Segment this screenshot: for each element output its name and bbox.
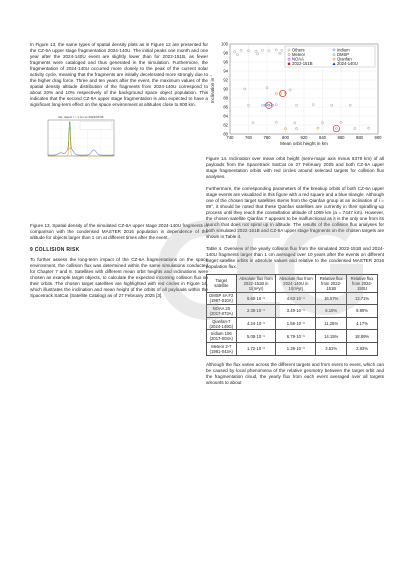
table-cell: 2.38·10⁻⁶ [236,305,276,318]
y-tick-label: 94 [223,68,228,74]
x-axis-label: Mean orbit height in km [280,141,328,146]
y-tick-label: 82 [223,122,228,128]
y-tick-label: 100 [221,41,228,47]
table-cell: 11.25% [316,317,347,330]
legend-label: Meteor [292,52,306,57]
legend-label: Qianfan [337,56,352,62]
table-cell: 2.83% [347,342,378,355]
table-row [207,342,378,355]
legend-label: NOAA [292,56,304,62]
table-row [207,292,378,305]
table-header-cell: Relative flux from 2022-151B [316,275,347,293]
paragraph-fig13-intro: In Figure 13, the same types of spatial density plots as in Figure 12 are presented for the CZ-6A upper stage fragmentation 2024-140U. The initial peaks one month and one year after the 2024-140U event are slightly lower than for 2022-151B, as fewer fragments were cataloged and thus generated in the simulation. Furthermore, the fragmentation of 2024-140U occurred more closely to the peak of the current solar activity cycle, meaning that the fragments are initially decelerated more strongly due to the higher drag force. Three and ten years after the event, the maximum values of the spatial density altitude distribution of the fragments from 2024-140U correspond to about 20% and 10% respectively of the background space object population. This indicates that the second CZ-6A upper stage fragmentation is also expected to have a significant long-term effect on the space environment at altitudes close to 800 km. [30,42,208,107]
y-tick-label: 98 [223,50,228,56]
table-4-caption: Table 4. Overview of the yearly collision flux from the simulated 2022-151B and 2024-140U fragments larger than 1 cm averaged over 10 years after the events on different target satellite orbits in absolute values and relative to the condensed MASTER 2016 population flux. [206,246,384,269]
table-cell: 14.15% [316,330,347,343]
table-cell: 6.79·10⁻⁶ [276,330,316,343]
figure-14-caption: Figure 14. Inclination over mean orbit height (semi-major axis minus 6378 km) of all payloads from the Spacetrack SatCat on 27 February 2025 and both CZ-6A upper stage fragmentation orbits with red circles around selected targets for collision flux analyses. [206,156,384,179]
table-header-cell: Absolute flux from 2024-140U in 1/(m²yr) [276,275,316,293]
table-cell: 1.72·10⁻⁶ [236,342,276,355]
table-cell: Qianfan-7 (2024-149G) [207,317,237,330]
subplot-title: Re. object r > 1 cm vs 2024/07/06 [58,115,104,119]
x-tick-label: 740 [226,135,234,140]
table-cell: 3.51% [316,342,347,355]
table-row [207,305,378,318]
y-tick-label: 88 [223,95,228,101]
x-tick-label: 800 [282,135,289,140]
table-cell: Meteor 2-7 (1981-043A) [207,342,237,355]
table-cell: DMSP 4A F2 (1967-010A) [207,292,237,305]
section-heading-collision-risk: 9 COLLISION RISK [30,247,80,253]
table-header-row [207,275,378,293]
paragraph-collision-risk: To further assess the long-term impact of the CZ-6A fragmentations on the space environment, the collision flux was determined within the same simulations conducted for Chapter 7 and 8. Satellites with different mean orbit heights and inclinations were chosen as example target objects, to calculate the expected incoming collision flux on their orbits. The chosen target satellites are highlighted with red circles in Figure 14, which illustrates the inclination and mean height of the orbits of all payloads within the Spacetrack SatCat (Satellite Catalog) as of 27 February 2025 [3]. [30,257,208,298]
legend-label: 2024-140U [337,61,358,67]
y-tick-label: 84 [223,113,228,119]
table-cell: Iridium 106 (2017-003A) [207,330,237,343]
x-tick-label: 760 [245,135,252,140]
table-cell: 16.57% [316,292,347,305]
table-cell: 3.49·10⁻⁶ [276,305,316,318]
table-4 [206,274,378,356]
x-tick-label: 860 [337,135,345,140]
paragraph-flux-summary: Although the flux varies across the different targets and from event to event, which can be caused by local phenomena of the relative geometry between the target orbit and the fragmentation cloud, the yearly flux from each event averaged over all targets amounts to about [206,361,384,385]
table-header-cell: Target satellite [207,275,237,293]
table-cell: NOAA 20 (2017-073A) [207,305,237,318]
table-cell: 18.89% [347,330,378,343]
legend-marker [288,63,290,65]
table-header-cell: Absolute flux from 2022-151B in 1/(m²yr) [236,275,276,293]
table-cell: 8.90% [347,305,378,318]
x-tick-label: 840 [319,135,326,140]
table-cell: 4.17% [347,317,378,330]
subplot-legend-box [80,122,112,130]
table-cell: 13.71% [347,292,378,305]
table-cell: 4.63·10⁻⁶ [276,292,316,305]
y-tick-label: 90 [223,86,228,92]
legend-label: 2022-151B [292,61,313,67]
figure-13 [30,113,208,219]
table-cell: 1.39·10⁻⁶ [276,342,316,355]
table-cell: 1.56·10⁻⁶ [276,317,316,330]
figure-13-plots [30,113,208,219]
figure-14-chart [206,40,384,154]
legend-label: Iridium [337,47,350,53]
y-tick-label: 92 [223,77,228,83]
table-cell: 4.24·10⁻⁶ [236,317,276,330]
table-header-cell: Relative flux from 2024-150U [347,275,378,293]
paragraph-breakup-orbits: Furthermore, the corresponding parameters of the breakup orbits of both CZ-6A upper stage events are visualized in this figure with a red square and a blue triangle. Although one of the chosen target satellites stems from the Qianfan group at an inclination of i = 89°, it should be noted that these Qianfan satellites are currently in their spiralling-up process until they reach the constellation altitude of 1069 km (a = 7447 km). However, the chosen satellite Qianfan 7 appears to be malfunctional as it is the only one from its launch that does not spiral up in altitude. The results of the collision flux analyses for both simulated 2022-151B and CZ-6A upper stage fragments on the chosen targets are shown in Table 4. [206,186,384,239]
x-tick-label: 820 [300,135,308,140]
legend-label: DMSP [337,52,350,57]
x-tick-label: 880 [356,135,363,140]
legend-label: Others [292,47,305,53]
figure-13-caption: Figure 13. Spatial density of the simulated CZ-6A upper stage 2024-140U fragments in comparison with the condensed MASTER 2016 population in dependence of the altitude for objects larger than 1 cm at different times after the event. [30,223,208,240]
x-tick-label: 780 [263,135,271,140]
left-column [30,0,208,299]
y-tick-label: 80 [223,131,228,137]
table-cell: 5.60·10⁻⁶ [236,292,276,305]
y-axis-label: Inclination in ° [210,74,215,104]
y-tick-label: 86 [223,104,228,110]
right-column [206,0,384,386]
density-subplot [48,115,114,156]
y-tick-label: 96 [223,59,228,65]
figure-14 [206,40,384,154]
x-tick-label: 900 [374,135,382,140]
table-row [207,317,378,330]
table-cell: 5.08·10⁻⁶ [236,330,276,343]
table-row [207,330,378,343]
table-cell: 6.10% [316,305,347,318]
